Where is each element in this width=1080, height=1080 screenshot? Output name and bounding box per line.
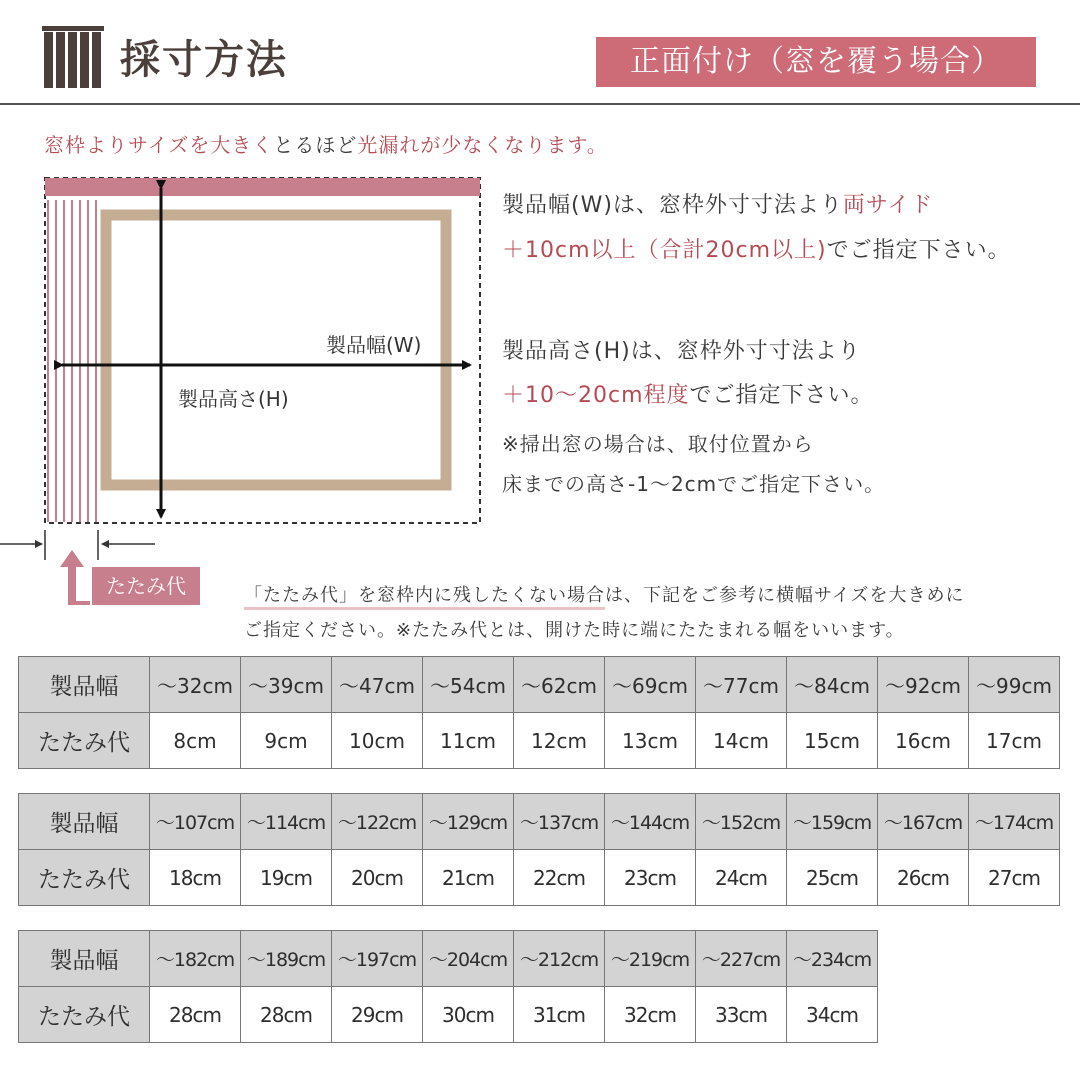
width-label: 製品幅(W) <box>326 333 422 357</box>
width-desc-line1 <box>502 188 933 219</box>
fold-cell: 29cm <box>332 987 423 1043</box>
width-row <box>19 931 878 987</box>
measurement-diagram <box>0 172 490 612</box>
fold-cell: 17cm <box>969 713 1060 769</box>
width-cell: 〜227cm <box>696 931 787 987</box>
width-cell: 〜92cm <box>878 657 969 713</box>
width-cell: 〜189cm <box>241 931 332 987</box>
width-cell: 〜204cm <box>423 931 514 987</box>
fold-cell: 22cm <box>514 850 605 906</box>
fold-cell: 12cm <box>514 713 605 769</box>
width-desc-text: 製品幅(W)は、窓枠外寸寸法より <box>502 193 843 218</box>
height-desc-tail: でご指定下さい。 <box>689 383 874 408</box>
width-cell: 〜47cm <box>332 657 423 713</box>
width-cell: 〜144cm <box>605 794 696 850</box>
width-cell: 〜39cm <box>241 657 332 713</box>
fold-row <box>19 713 1060 769</box>
fold-cell: 32cm <box>605 987 696 1043</box>
width-cell: 〜182cm <box>150 931 241 987</box>
row-header-fold: たたみ代 <box>19 987 150 1043</box>
row-header-width: 製品幅 <box>19 794 150 850</box>
fold-pointer-arrow <box>60 550 90 605</box>
width-cell: 〜234cm <box>787 931 878 987</box>
fold-row <box>19 987 878 1043</box>
width-cell: 〜84cm <box>787 657 878 713</box>
fold-cell: 10cm <box>332 713 423 769</box>
fold-note-line2: ご指定ください。※たたみ代とは、開けた時に端にたたまれる幅をいいます。 <box>244 620 905 641</box>
height-label: 製品高さ(H) <box>178 387 289 411</box>
header-divider <box>0 103 1080 105</box>
curtain-rail <box>45 178 480 196</box>
fold-cell: 28cm <box>241 987 332 1043</box>
fold-note-emphasis: 「たたみ代」を窓枠内に残したくない場合 <box>244 585 605 610</box>
fold-note-line1 <box>244 581 965 607</box>
page-title: 採寸方法 <box>120 37 288 83</box>
height-desc-line1: 製品高さ(H)は、窓枠外寸寸法より <box>502 339 861 364</box>
height-note-line1: ※掃出窓の場合は、取付位置から <box>502 432 814 456</box>
fold-cell: 30cm <box>423 987 514 1043</box>
width-row <box>19 657 1060 713</box>
fold-cell: 23cm <box>605 850 696 906</box>
width-desc-line2 <box>502 233 1011 264</box>
folded-curtain-slats <box>48 200 96 522</box>
width-cell: 〜114cm <box>241 794 332 850</box>
fold-cell: 16cm <box>878 713 969 769</box>
fold-cell: 9cm <box>241 713 332 769</box>
intro-text <box>44 129 608 158</box>
row-header-fold: たたみ代 <box>19 850 150 906</box>
intro-emphasis-1: 窓枠よりサイズを大きく <box>44 133 274 157</box>
width-cell: 〜77cm <box>696 657 787 713</box>
width-cell: 〜32cm <box>150 657 241 713</box>
size-table-3 <box>18 930 878 1043</box>
size-table-1 <box>18 656 1060 769</box>
row-header-fold: たたみ代 <box>19 713 150 769</box>
width-cell: 〜212cm <box>514 931 605 987</box>
width-cell: 〜152cm <box>696 794 787 850</box>
height-desc-line2 <box>502 378 874 409</box>
fold-cell: 31cm <box>514 987 605 1043</box>
width-cell: 〜107cm <box>150 794 241 850</box>
fold-note-text: は、下記をご参考に横幅サイズを大きめに <box>605 585 965 606</box>
fold-cell: 13cm <box>605 713 696 769</box>
fold-cell: 27cm <box>969 850 1060 906</box>
width-cell: 〜219cm <box>605 931 696 987</box>
fold-cell: 8cm <box>150 713 241 769</box>
width-row <box>19 794 1060 850</box>
fold-cell: 33cm <box>696 987 787 1043</box>
fold-cell: 19cm <box>241 850 332 906</box>
width-cell: 〜174cm <box>969 794 1060 850</box>
fold-cell: 20cm <box>332 850 423 906</box>
width-desc-amount: ＋10cm以上（合計20cm以上) <box>502 238 827 263</box>
height-note-line2: 床までの高さ-1〜2cmでご指定下さい。 <box>502 472 886 496</box>
width-cell: 〜69cm <box>605 657 696 713</box>
size-table-2 <box>18 793 1060 906</box>
width-cell: 〜62cm <box>514 657 605 713</box>
width-cell: 〜159cm <box>787 794 878 850</box>
fold-cell: 28cm <box>150 987 241 1043</box>
width-desc-emphasis: 両サイド <box>842 193 934 218</box>
fold-cell: 25cm <box>787 850 878 906</box>
fold-cell: 15cm <box>787 713 878 769</box>
width-desc-tail: でご指定下さい。 <box>826 238 1011 263</box>
fold-cell: 18cm <box>150 850 241 906</box>
fold-row <box>19 850 1060 906</box>
width-cell: 〜54cm <box>423 657 514 713</box>
width-cell: 〜122cm <box>332 794 423 850</box>
fold-cell: 26cm <box>878 850 969 906</box>
fold-cell: 11cm <box>423 713 514 769</box>
width-cell: 〜197cm <box>332 931 423 987</box>
fold-cell: 14cm <box>696 713 787 769</box>
blind-slats-icon <box>42 26 104 88</box>
fold-cell: 34cm <box>787 987 878 1043</box>
width-cell: 〜137cm <box>514 794 605 850</box>
row-header-width: 製品幅 <box>19 931 150 987</box>
width-cell: 〜99cm <box>969 657 1060 713</box>
fold-label: たたみ代 <box>106 574 186 598</box>
fold-cell: 24cm <box>696 850 787 906</box>
row-header-width: 製品幅 <box>19 657 150 713</box>
width-cell: 〜167cm <box>878 794 969 850</box>
intro-plain: とるほど <box>273 133 358 157</box>
fold-cell: 21cm <box>423 850 514 906</box>
mount-type-badge: 正面付け（窓を覆う場合） <box>596 37 1036 87</box>
height-desc-amount: ＋10〜20cm程度 <box>502 383 690 408</box>
intro-emphasis-2: 光漏れが少なくなります。 <box>357 133 608 157</box>
width-cell: 〜129cm <box>423 794 514 850</box>
